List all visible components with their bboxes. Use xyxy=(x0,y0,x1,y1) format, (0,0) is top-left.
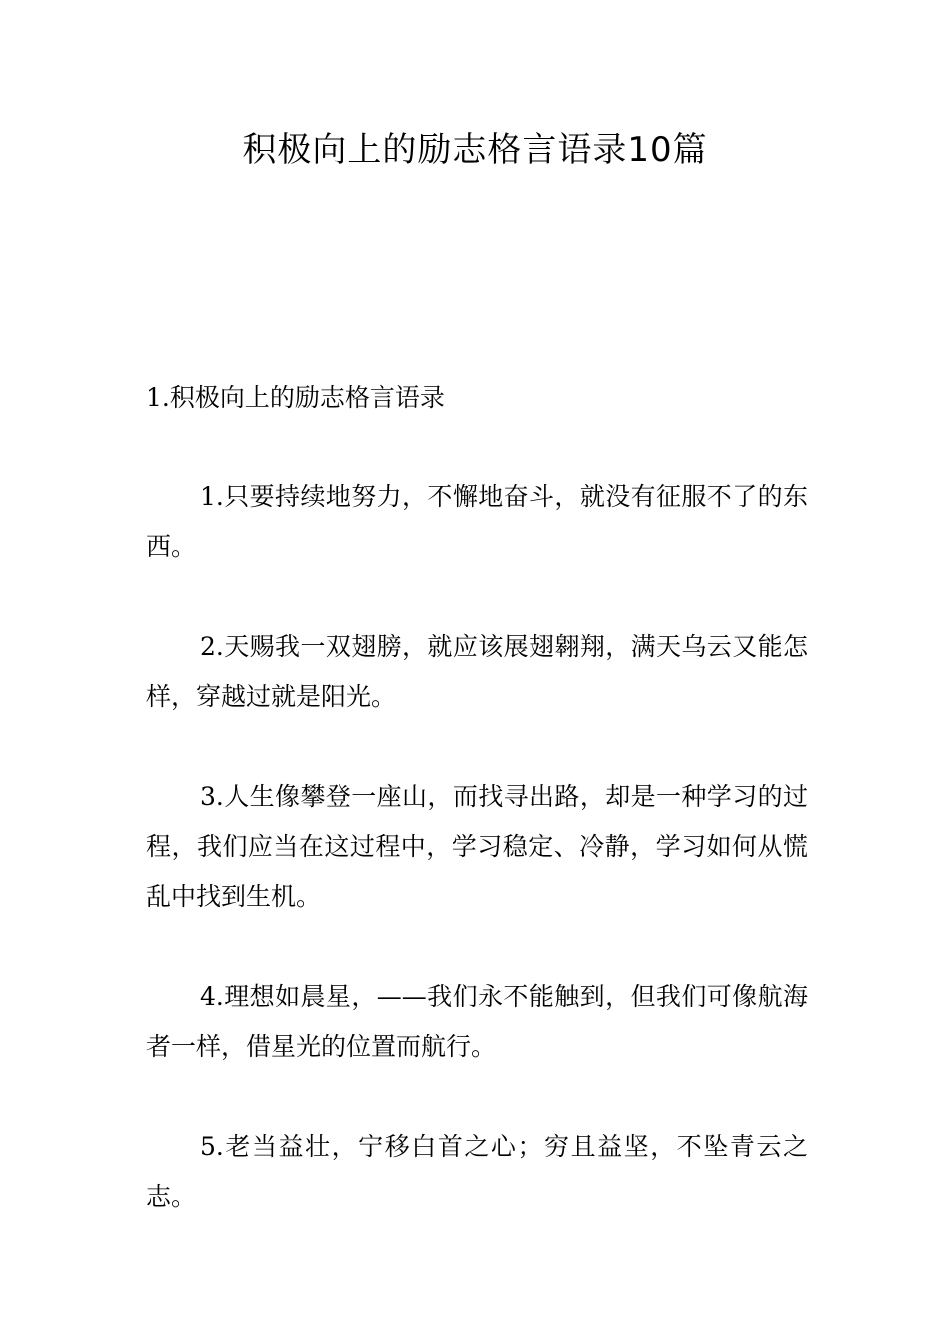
quote-paragraph-2: 2.天赐我一双翅膀，就应该展翅翱翔，满天乌云又能怎样，穿越过就是阳光。 xyxy=(146,632,808,711)
document-title: 积极向上的励志格言语录10篇 xyxy=(242,130,708,170)
quote-paragraph-4: 4.理想如晨星，——我们永不能触到，但我们可像航海者一样，借星光的位置而航行。 xyxy=(146,982,808,1061)
quote-paragraph-5: 5.老当益壮，宁移白首之心；穷且益坚，不坠青云之志。 xyxy=(146,1132,808,1211)
quote-paragraph-3: 3.人生像攀登一座山，而找寻出路，却是一种学习的过程，我们应当在这过程中，学习稳定、冷静，学习如何从慌乱中找到生机。 xyxy=(146,782,808,911)
quote-paragraph-1: 1.只要持续地努力，不懈地奋斗，就没有征服不了的东西。 xyxy=(146,482,808,561)
section-heading: 1.积极向上的励志格言语录 xyxy=(146,383,445,412)
